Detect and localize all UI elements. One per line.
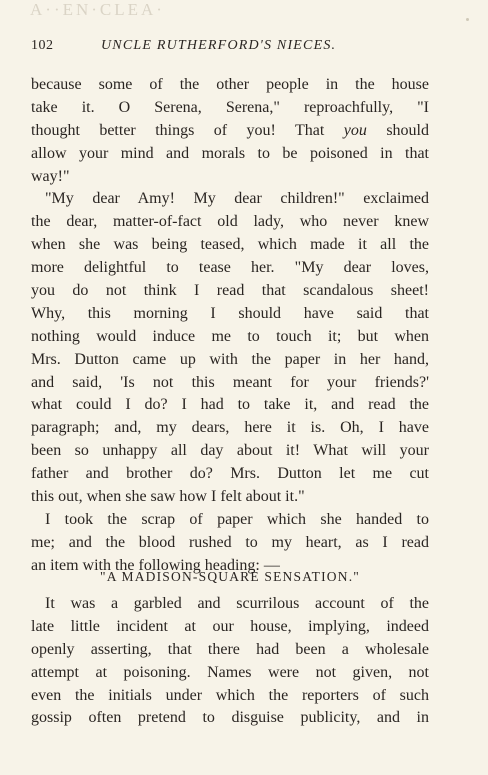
text-line: because some of the other people in the house — [31, 76, 429, 93]
text-line: this out, when she saw how I felt about it." — [31, 488, 305, 506]
text-line: take it. O Serena, Serena," reproachfully, "I — [31, 98, 429, 116]
text-line: It was a garbled and scurrilous account of the — [45, 595, 429, 612]
text-line: attempt at poisoning. Names were not given, not — [31, 663, 429, 681]
text-line: late little incident at our house, implying, indeed — [31, 617, 429, 635]
page-header — [31, 38, 461, 58]
text-line: and said, 'Is not this meant for your friends?' — [31, 373, 429, 391]
text-line: even the initials under which the reporters of such — [31, 686, 429, 704]
text-line: allow your mind and morals to be poisoned in that — [31, 144, 429, 162]
page-number: 102 — [31, 38, 54, 53]
text-line: gossip often pretend to disguise publicity, and in — [31, 709, 429, 727]
text-line: paragraph; and, my dears, here it is. Oh, I have — [31, 419, 429, 437]
text-line: "My dear Amy! My dear children!" exclaimed — [45, 190, 429, 208]
bleed-through-text: A··EN·CLEA· — [30, 0, 165, 19]
text-line: I took the scrap of paper which she handed to — [45, 510, 429, 528]
text-line: thought better things of you! That you should — [31, 121, 430, 139]
body-text-continued — [31, 593, 429, 730]
text-line: Mrs. Dutton came up with the paper in her hand, — [31, 350, 429, 368]
text-line: you do not think I read that scandalous sheet! — [31, 282, 429, 300]
text-line: nothing would induce me to touch it; but when — [31, 327, 429, 345]
text-line: father and brother do? Mrs. Dutton let me cut — [31, 465, 429, 483]
text-line: when she was being teased, which made it all the — [31, 236, 429, 254]
section-heading: "A MADISON-SQUARE SENSATION." — [100, 569, 360, 584]
text-line: way!" — [31, 167, 70, 185]
running-head: UNCLE RUTHERFORD'S NIECES. — [101, 38, 337, 53]
text-line: what could I do? I had to take it, and read the — [31, 396, 429, 414]
text-line: Why, this morning I should have said that — [31, 304, 429, 322]
text-line: openly asserting, that there had been a wholesale — [31, 640, 429, 658]
text-line: an item with the following heading: — — [31, 556, 280, 574]
text-line: been so unhappy all day about it! What will your — [31, 442, 429, 460]
body-text — [31, 74, 429, 578]
text-line: the dear, matter-of-fact old lady, who never knew — [31, 213, 429, 231]
page-speck — [466, 18, 469, 21]
text-line: more delightful to tease her. "My dear loves, — [31, 259, 429, 277]
text-line: me; and the blood rushed to my heart, as I read — [31, 533, 429, 551]
